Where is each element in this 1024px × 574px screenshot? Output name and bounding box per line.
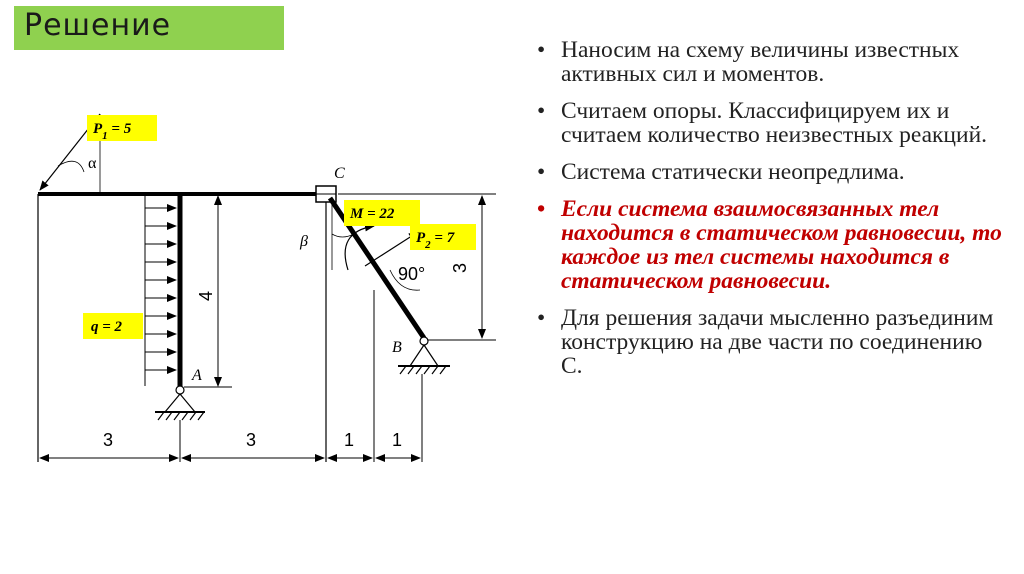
beta-label: β	[300, 233, 308, 250]
alpha-label: α	[88, 155, 97, 172]
q-label: q = 2	[91, 319, 123, 335]
p1-label: $P_1 = 5$	[93, 121, 132, 142]
distributed-load	[145, 196, 176, 386]
bullet-text: Если система взаимосвязанных тел находится в статическом равновесии, то каждое из тел системы находится в статическом равновесии.	[561, 196, 1002, 294]
bullet-dot: •	[537, 305, 546, 331]
height-3-label: 3	[450, 262, 470, 274]
bullet-text: Считаем опоры. Классифицируем их и считаем количество неизвестных реакций.	[561, 98, 988, 148]
dimension-label: 1	[392, 430, 403, 450]
a-label: A	[192, 367, 202, 384]
dimension-label: 1	[344, 430, 355, 450]
dimension-label: 3	[246, 430, 257, 450]
p2-label: $P_2 = 7$	[416, 230, 455, 251]
bullet-dot: •	[537, 37, 546, 63]
height-4-label: 4	[196, 290, 216, 302]
bullet-text: Наносим на схему величины известных активных сил и моментов.	[561, 37, 960, 87]
bullet-dot: •	[537, 98, 546, 124]
support-b	[398, 337, 450, 374]
bullet-dot: •	[537, 196, 546, 222]
b-label: B	[392, 339, 402, 356]
m-label: M = 22	[350, 206, 395, 222]
c-label: C	[334, 165, 345, 182]
bullet-text: Система статически неопредлима.	[561, 159, 905, 185]
dimension-label: 3	[103, 430, 114, 450]
slide-title: Решение	[24, 8, 172, 43]
bullet-dot: •	[537, 159, 546, 185]
support-a	[155, 386, 205, 420]
angle-90-label: 90°	[398, 264, 426, 284]
bullet-text: Для решения задачи мысленно разъединим конструкцию на две части по соединению С.	[561, 305, 994, 379]
